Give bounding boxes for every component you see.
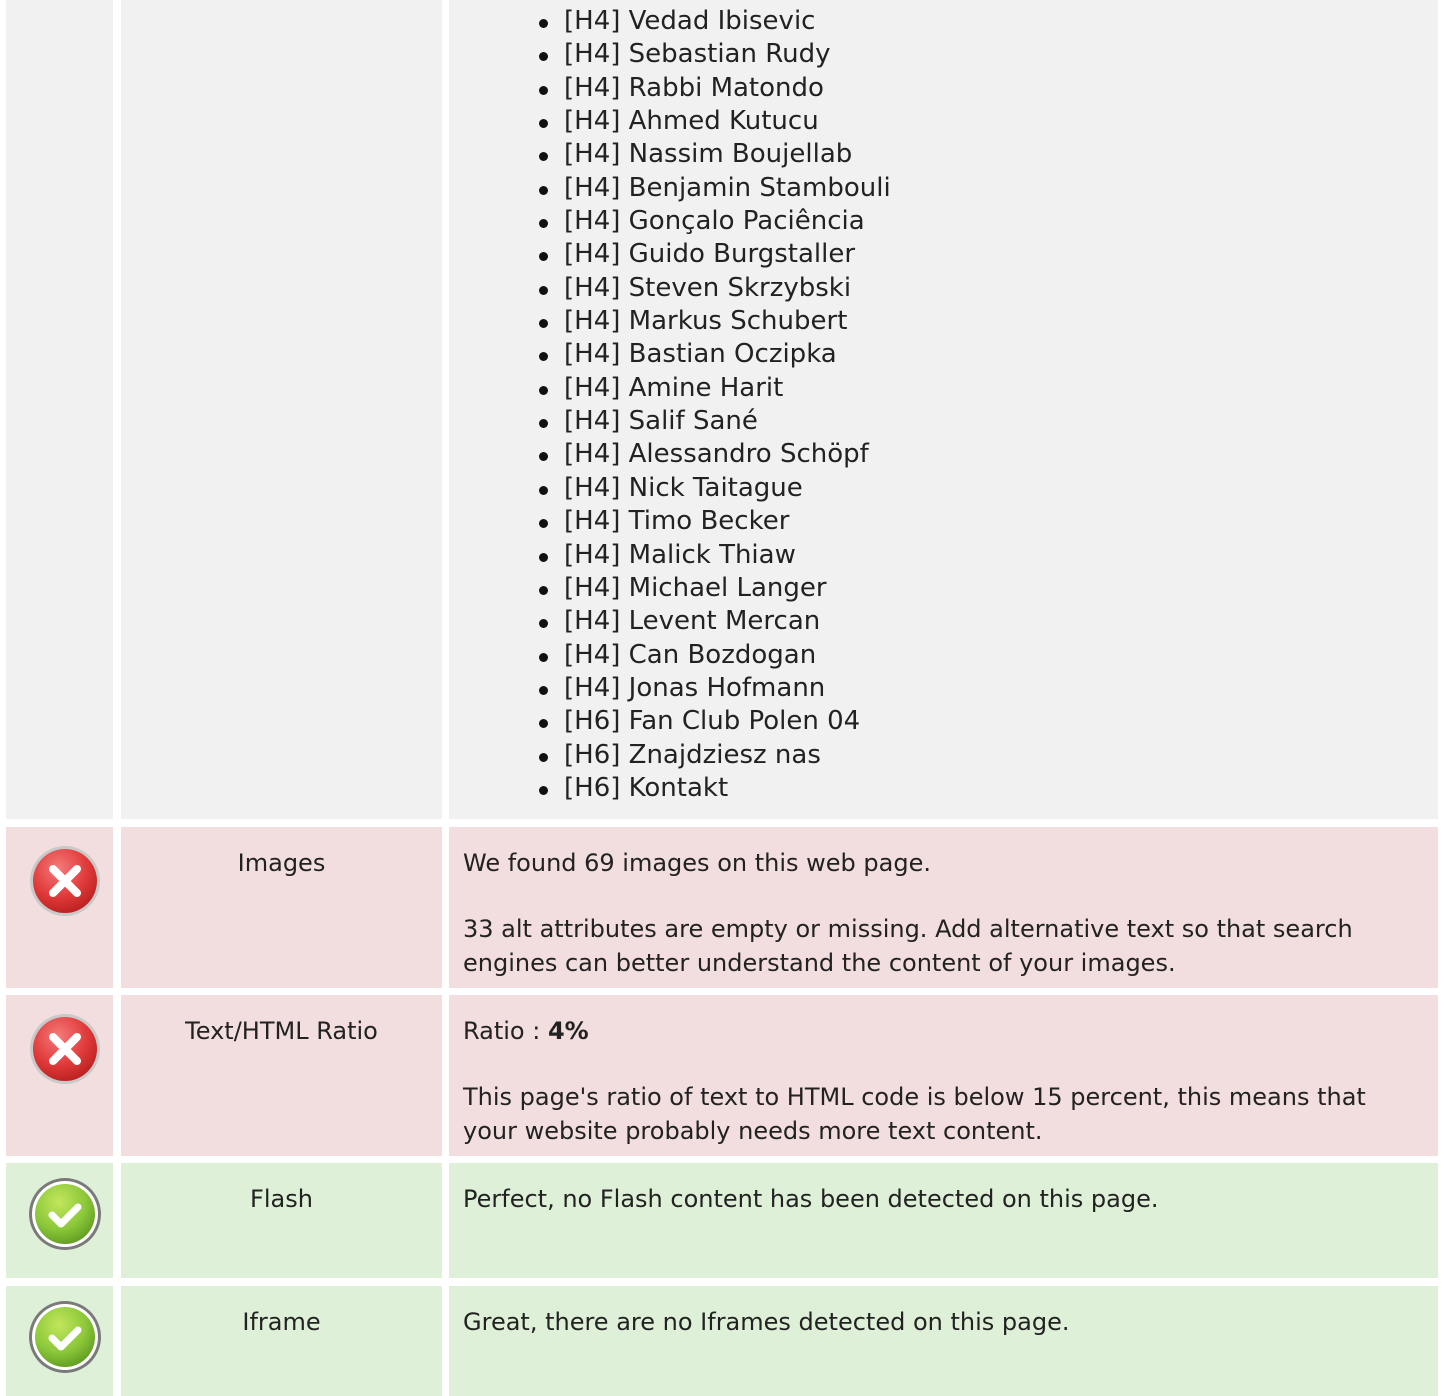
heading-list-item: [H4] Nick Taitague bbox=[537, 472, 891, 505]
heading-list-item: [H6] Fan Club Polen 04 bbox=[537, 705, 891, 738]
headings-icon-cell bbox=[6, 0, 113, 819]
images-icon-cell bbox=[6, 827, 113, 988]
heading-list-item: [H4] Nassim Boujellab bbox=[537, 138, 891, 171]
iframe-result-text: Great, there are no Iframes detected on this page. bbox=[463, 1308, 1070, 1336]
iframe-row bbox=[0, 1286, 1446, 1396]
error-icon bbox=[28, 1012, 102, 1086]
flash-result-text: Perfect, no Flash content has been detected on this page. bbox=[463, 1185, 1159, 1213]
heading-list-item: [H4] Vedad Ibisevic bbox=[537, 5, 891, 38]
heading-list-item: [H4] Sebastian Rudy bbox=[537, 38, 891, 71]
heading-list-item: [H4] Alessandro Schöpf bbox=[537, 438, 891, 471]
check-icon bbox=[28, 1177, 102, 1251]
heading-list-item: [H4] Michael Langer bbox=[537, 572, 891, 605]
headings-list bbox=[537, 5, 891, 805]
heading-list-item: [H4] Gonçalo Paciência bbox=[537, 205, 891, 238]
images-row bbox=[0, 827, 1446, 988]
ratio-icon-cell bbox=[6, 995, 113, 1156]
heading-list-item: [H4] Salif Sané bbox=[537, 405, 891, 438]
ratio-advice-text: This page's ratio of text to HTML code is below 15 percent, this means that your website probably needs more text content. bbox=[463, 1083, 1366, 1145]
ratio-label: Text/HTML Ratio bbox=[121, 995, 442, 1156]
ratio-value: 4% bbox=[547, 1017, 589, 1045]
images-label: Images bbox=[121, 827, 442, 988]
ratio-value-line bbox=[463, 1014, 1424, 1048]
heading-list-item: [H4] Steven Skrzybski bbox=[537, 272, 891, 305]
iframe-icon-cell bbox=[6, 1286, 113, 1396]
heading-list-item: [H4] Guido Burgstaller bbox=[537, 238, 891, 271]
flash-label: Flash bbox=[121, 1163, 442, 1278]
iframe-label: Iframe bbox=[121, 1286, 442, 1396]
heading-list-item: [H4] Rabbi Matondo bbox=[537, 72, 891, 105]
heading-list-item: [H6] Znajdziesz nas bbox=[537, 739, 891, 772]
heading-list-item: [H4] Jonas Hofmann bbox=[537, 672, 891, 705]
check-icon bbox=[28, 1300, 102, 1374]
heading-list-item: [H4] Can Bozdogan bbox=[537, 639, 891, 672]
heading-list-item: [H4] Levent Mercan bbox=[537, 605, 891, 638]
iframe-body bbox=[449, 1286, 1438, 1396]
flash-row bbox=[0, 1163, 1446, 1278]
images-body bbox=[449, 827, 1438, 988]
heading-list-item: [H4] Amine Harit bbox=[537, 372, 891, 405]
images-count-text: We found 69 images on this web page. bbox=[463, 849, 931, 877]
flash-icon-cell bbox=[6, 1163, 113, 1278]
error-icon bbox=[28, 844, 102, 918]
ratio-row bbox=[0, 995, 1446, 1156]
ratio-body bbox=[449, 995, 1438, 1156]
heading-list-item: [H4] Malick Thiaw bbox=[537, 539, 891, 572]
heading-list-item: [H4] Markus Schubert bbox=[537, 305, 891, 338]
heading-list-item: [H4] Ahmed Kutucu bbox=[537, 105, 891, 138]
images-alt-text: 33 alt attributes are empty or missing. Add alternative text so that search engines can better understand the content of your images. bbox=[463, 915, 1353, 977]
flash-body bbox=[449, 1163, 1438, 1278]
heading-list-item: [H4] Timo Becker bbox=[537, 505, 891, 538]
headings-label-cell bbox=[121, 0, 442, 819]
heading-list-item: [H4] Bastian Oczipka bbox=[537, 338, 891, 371]
heading-list-item: [H4] Benjamin Stambouli bbox=[537, 172, 891, 205]
heading-list-item: [H6] Kontakt bbox=[537, 772, 891, 805]
ratio-prefix: Ratio : bbox=[463, 1017, 548, 1045]
